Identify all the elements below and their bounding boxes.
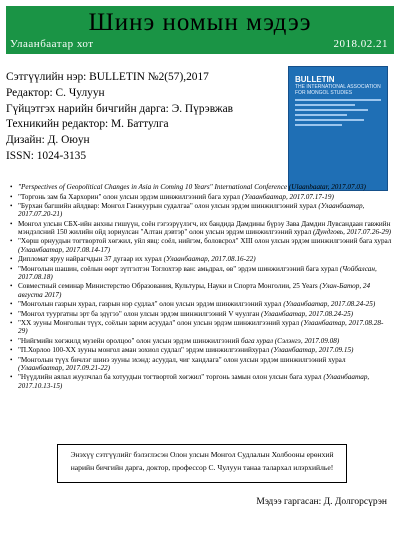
entry-title: "П.Хорлоо 100-XX зууны монгол аман зохиол судлал" эрдэм шинжилгээнийхурал — [18, 346, 270, 355]
editor-line: Редактор: С. Чулуун — [6, 86, 105, 99]
entry-source: (Улаанбаатар, 2017.09.15) — [270, 346, 354, 355]
entry-source: (Чойбалсан, 2017.08.18) — [18, 264, 377, 281]
entry-title: "Торгонь зам ба Хархорин" олон улсын эрдэм шинжилгээний бага хурал — [18, 192, 241, 201]
entry-source: (Улаанбаатар, 2017.07.17-19) — [241, 192, 334, 201]
entry-title: "Perspectives of Geopolitical Changes in Asia in Coming 10 Years" International Conference — [18, 183, 288, 191]
issn-line: ISSN: 1024-3135 — [6, 149, 87, 162]
list-item — [10, 282, 392, 298]
list-item — [10, 193, 392, 201]
compiler-credit: Мэдээ гаргасан: Д. Долгорсүрэн — [256, 497, 387, 507]
list-item — [10, 183, 392, 191]
entry-source: (Дундговь, 2017.07.26-29) — [313, 227, 392, 236]
entry-source: (Улан-Батор, 24 августа 2017) — [18, 282, 371, 299]
book-info — [6, 70, 271, 165]
list-item — [10, 337, 392, 345]
cover-subtitle: THE INTERNATIONAL ASSOCIATION FOR MONGOL STUDIES — [295, 84, 381, 96]
thanks-notice — [57, 444, 347, 483]
exec-secretary-line: Гүйцэтгэх нарийн бичгийн дарга: Э. Пүрэвжав — [6, 102, 234, 115]
journal-cover-image — [288, 66, 388, 191]
list-item — [10, 265, 392, 281]
list-item — [10, 255, 392, 263]
conference-list — [10, 183, 392, 391]
list-item — [10, 300, 392, 308]
entry-source: (Улаанбаатар, 2017.08.16-22) — [163, 255, 256, 264]
entry-source: (Ulaanbaatar, 2017.07.03) — [288, 183, 366, 191]
entry-title: Монгол улсын СБХ-ийн анхны гишүүн, соён гэгээрүүлэгч, их бандида Дамдины бүрэу Зава Дамдин Лувсандаан гавжийн мэндэлсний 150 жилийн ойд зориулсан "Алтан дэвтэр" олон улсын эрдэм шинжилгээний хурал — [18, 219, 391, 236]
city-label: Улаанбаатар хот — [10, 38, 94, 50]
entry-source: (Улаанбаатар, 2017.08.24-25) — [261, 309, 354, 318]
list-item — [10, 319, 392, 335]
entry-title: "XX зууны Монголын түүх, соёлын зарим асуудал" олон улсын эрдэм шинжилгээний хурал — [18, 319, 300, 328]
entry-source: (Улаанбаатар, 2017.10.13-15) — [18, 373, 370, 390]
entry-title: "Монгол туургатны эрт ба эдүгээ" олон улсын эрдэм шинжилгээний V чуулган — [18, 309, 260, 318]
entry-source: (Улаанбаатар, 2017.08.24-25) — [283, 300, 376, 309]
entry-title: "Монголын түүх бичлэг шинэ зууны эхэнд: асуудал, чиг хандлага" олон улсын эрдэм шинжилгээний хурал — [18, 355, 346, 364]
list-item — [10, 310, 392, 318]
list-item — [10, 220, 392, 236]
entry-title: "Бурхан багшийн айлдвар: Монгол Ганжуурын судалгаа" олон улсын эрдэм шинжилгээний хурал — [18, 202, 317, 210]
list-item — [10, 346, 392, 354]
page-title: Шинэ номын мэдээ — [88, 9, 312, 36]
date-label: 2018.02.21 — [333, 38, 388, 50]
entry-title: "Нүүдлийн аялал жуулчлал ба хотуудын тогтвортой хөгжил" торгонь замын олон улсын бага хурал — [18, 373, 322, 382]
entry-title: "Нийгмийн хөгжилд музейн оролцоо" олон улсын эрдэм шинжилгээний — [18, 336, 240, 345]
list-item — [10, 237, 392, 253]
entry-source: (Улаанбаатар, 2017.09.21-22) — [18, 363, 111, 372]
entry-title: "Хөрш орнуудын тогтвортой хөгжил, уйл явц: соёл, нийгэм, боловсрол" XIII олон улсын эрдэм шинжилгээний бага хурал — [18, 237, 392, 246]
tech-editor-line: Техникийн редактор: М. Баттулга — [6, 118, 169, 131]
entry-source: (Улаанбаатар, 2017.07.20-21) — [18, 202, 365, 219]
list-item — [10, 356, 392, 372]
journal-name: Сэтгүүлийн нэр: BULLETIN №2(57),2017 — [6, 71, 209, 83]
entry-title: Дипломат яруу найрагчдын 37 дугаар их хурал — [18, 255, 162, 264]
entry-source: бага хурал (Сэлэнгэ, 2017.09.08) — [240, 336, 340, 345]
entry-title: "Монголын шашин, соёлын өөрт зүтгэлтэн Тоглохтэр ван: амьдрал, өв" эрдэм шинжилгээний бага хурал — [18, 264, 339, 273]
notice-line-1: Энэхүү сэтгүүлийг бэлэглэсэн Олон улсын Монгол Судлалын Холбооны ерөнхий — [70, 450, 334, 459]
entry-source: (Улаанбаатар, 2017.08.28-29) — [18, 319, 384, 336]
entry-title: Совместный семинар Министерство Образования, Культуры, Науки и Спорта Монголии, 25 Years — [18, 282, 318, 291]
notice-line-2: нарийн бичгийн дарга, доктор, профессор С. Чулуун танаа талархал илэрхийлье! — [70, 463, 334, 472]
cover-title: BULLETIN — [295, 75, 335, 84]
entry-source: (Улаанбаатар, 2017.08.14-17) — [18, 245, 111, 254]
header-banner — [6, 6, 394, 54]
list-item — [10, 202, 392, 218]
design-line: Дизайн: Д. Оюун — [6, 134, 90, 147]
entry-title: "Монголын газрын хурал, газрын нэр судлал" олон улсын эрдэм шинжилгээний хурал — [18, 300, 282, 309]
list-item — [10, 373, 392, 389]
